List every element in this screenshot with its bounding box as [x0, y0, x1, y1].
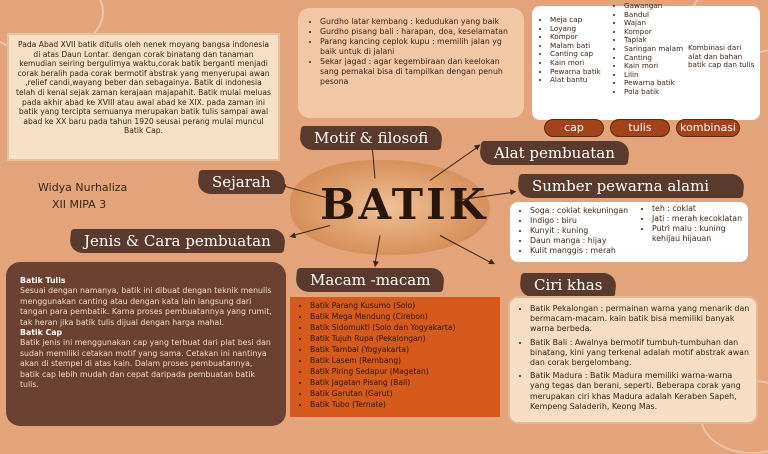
macam-item: • Batik Jagatan Pisang (Bali)	[310, 377, 494, 388]
center-title: BATIK	[320, 180, 489, 229]
jenis-cap-text: Batik jenis ini menggunakan cap yang terbuat dari plat besi dan sudah memiliki cetakan motif yang sama. Cetakan ini nantinya akan di stempel di atas kain. Dalam proses pembuatannya, batik cap lebih mudah dan cepat daripada pembuatan batik tulis.	[20, 338, 271, 390]
jenis-tulis-text: Sesuai dengan namanya, batik ini dibuat dengan teknik menulis menggunakan canting atau dengan kata lain langsung dari tangan para pembatik. Karna proses pembuatannya yang rumit, tak heran jika batik tulis dijual dengan harga mahal.	[20, 286, 272, 327]
jenis-panel	[6, 262, 286, 426]
ciri-item: • Batik Pekalongan : permainan warna yang menarik dan bermacam-macam. kain batik bisa memiliki banyak warna berbeda.	[530, 304, 750, 335]
author-class: XII MIPA 3	[52, 198, 107, 211]
sejarah-text: Pada Abad XVII batik ditulis oleh nenek moyang bangsa indonesia di atas Daun Lontar. dengan corak binatang dan tanaman kemudian seiring bergulirnya waktu,corak batik berganti menjadi corak beralih pada corak bermotif abstrak yang menyerupai awan ,relief candi,wayang beber dan sebagainya. Batik di indonesia telah di kenal sejak zaman kerajaan majapahit. Batik mulai meluas pada akhir abad ke XVIII atau awal abad ke XIX. pada zaman ini batik yang tercipta semuanya merupakan batik tulis sampai awal abad ke XX baru pada tahun 1920 seusai perang mulai muncul Batik Cap.	[16, 40, 271, 136]
alat-cap-item: • Meja cap	[550, 16, 606, 25]
pewarna-item: • teh : coklat	[652, 204, 748, 214]
macam-panel	[290, 297, 500, 417]
sejarah-panel	[7, 33, 280, 161]
pewarna-item: • Kunyit : kuning	[530, 226, 644, 236]
ciri-item: • Batik Bali : Awalnya bermotif tumbuh-tumbuhan dan binatang, kini yang terkenal adalah motif abstrak awan dan corak bergelombang.	[530, 338, 750, 369]
alat-tulis-item: • Lilin	[624, 71, 685, 80]
jenis-cap-title: Batik Cap	[20, 328, 63, 338]
header-ciri: Ciri khas	[519, 273, 618, 297]
alat-tulis-item: • Kompor	[624, 28, 685, 37]
motif-item: • Gurdho latar kembang : kedudukan yang baik	[320, 17, 516, 27]
alat-cap-item: • Alat bantu	[550, 76, 606, 85]
ciri-panel	[508, 296, 758, 424]
motif-panel	[298, 8, 524, 118]
pewarna-item: • Indigo : biru	[530, 216, 644, 226]
alat-tulis-item: • Saringan malam	[624, 45, 685, 54]
pewarna-item: • Jati : merah kecoklatan	[652, 214, 748, 224]
macam-item: • Batik Lasem (Rembang)	[310, 355, 494, 366]
alat-cap-item: • Loyang	[550, 25, 606, 34]
alat-tulis-list	[610, 2, 685, 97]
macam-item: • Batik Tujuh Rupa (Pekalongan)	[310, 333, 494, 344]
alat-tulis-item: • Pola batik	[624, 88, 685, 97]
label-cap: cap	[544, 119, 604, 137]
alat-cap-item: • Canting cap	[550, 50, 606, 59]
alat-cap-item: • Kain mori	[550, 59, 606, 68]
alat-tulis-item: • Wajan	[624, 19, 685, 28]
pewarna-panel	[510, 202, 748, 262]
motif-item: • Sekar jagad : agar kegembiraan dan keelokan sang pemakai bisa di tampilkan dengan penuh pesona	[320, 57, 516, 87]
alat-kombinasi-text: Kombinasi dari alat dan bahan batik cap dan tulis	[688, 43, 755, 70]
macam-item: • Batik Parang Kusumo (Solo)	[310, 300, 494, 311]
header-sumber: Sumber pewarna alami	[517, 174, 746, 198]
macam-item: • Batik Piring Sedapur (Magetan)	[310, 366, 494, 377]
macam-item: • Batik Tubo (Ternate)	[310, 399, 494, 410]
alat-tulis-item: • Gawangan	[624, 2, 685, 11]
alat-cap-item: • Malam bati	[550, 42, 606, 51]
pewarna-left-list	[516, 206, 644, 256]
alat-tulis-item: • Bandul	[624, 11, 685, 20]
pewarna-item: • Soga : coklat kekuningan	[530, 206, 644, 216]
motif-item: • Gurdho pisang bali : harapan, doa, keselamatan	[320, 27, 516, 37]
macam-item: • Batik Garutan (Garut)	[310, 388, 494, 399]
ciri-item: • Batik Madura : Batik Madura memiliki warna-warna yang tegas dan berani, seperti. Beberapa corak yang merupakan ciri khas Madura adalah Keraben Sapeh, Kempeng Saladerih, Keong Mas.	[530, 371, 750, 412]
header-alat: Alat pembuatan	[479, 141, 630, 165]
alat-cap-list	[536, 16, 606, 85]
alat-tulis-item: • Kain mori	[624, 62, 685, 71]
header-sejarah: Sejarah	[197, 170, 286, 194]
motif-item: • Parang kancing ceplok kupu : memilih jalan yg baik untuk di jalani	[320, 37, 516, 57]
pewarna-right-list	[638, 204, 748, 244]
jenis-tulis-title: Batik Tulis	[20, 276, 66, 285]
pewarna-item: • Daun manga : hijay	[530, 236, 644, 246]
macam-item: • Batik Mega Mendung (Cirebon)	[310, 311, 494, 322]
alat-cap-item: • Kompor	[550, 33, 606, 42]
pewarna-item: • Kulit manggis : merah	[530, 246, 644, 256]
label-kombinasi: kombinasi	[676, 119, 740, 137]
alat-tulis-item: • Canting	[624, 54, 685, 63]
author-name: Widya Nurhaliza	[38, 181, 128, 194]
alat-cap-item: • Pewarna batik	[550, 68, 606, 77]
pewarna-item: • Putri malu : kuning kehijau hijauan	[652, 224, 748, 244]
alat-panel	[532, 1, 760, 120]
alat-tulis-item: • Pewarna batik	[624, 79, 685, 88]
header-jenis: Jenis & Cara pembuatan	[69, 229, 286, 253]
header-macam: Macam -macam	[295, 268, 446, 292]
macam-item: • Batik Tambal (Yogyakarta)	[310, 344, 494, 355]
header-motif: Motif & filosofi	[299, 126, 444, 150]
macam-item: • Batik Sidomukti (Solo dan Yogyakarta)	[310, 322, 494, 333]
label-tulis: tulis	[610, 119, 670, 137]
alat-tulis-item: • Taplak	[624, 36, 685, 45]
